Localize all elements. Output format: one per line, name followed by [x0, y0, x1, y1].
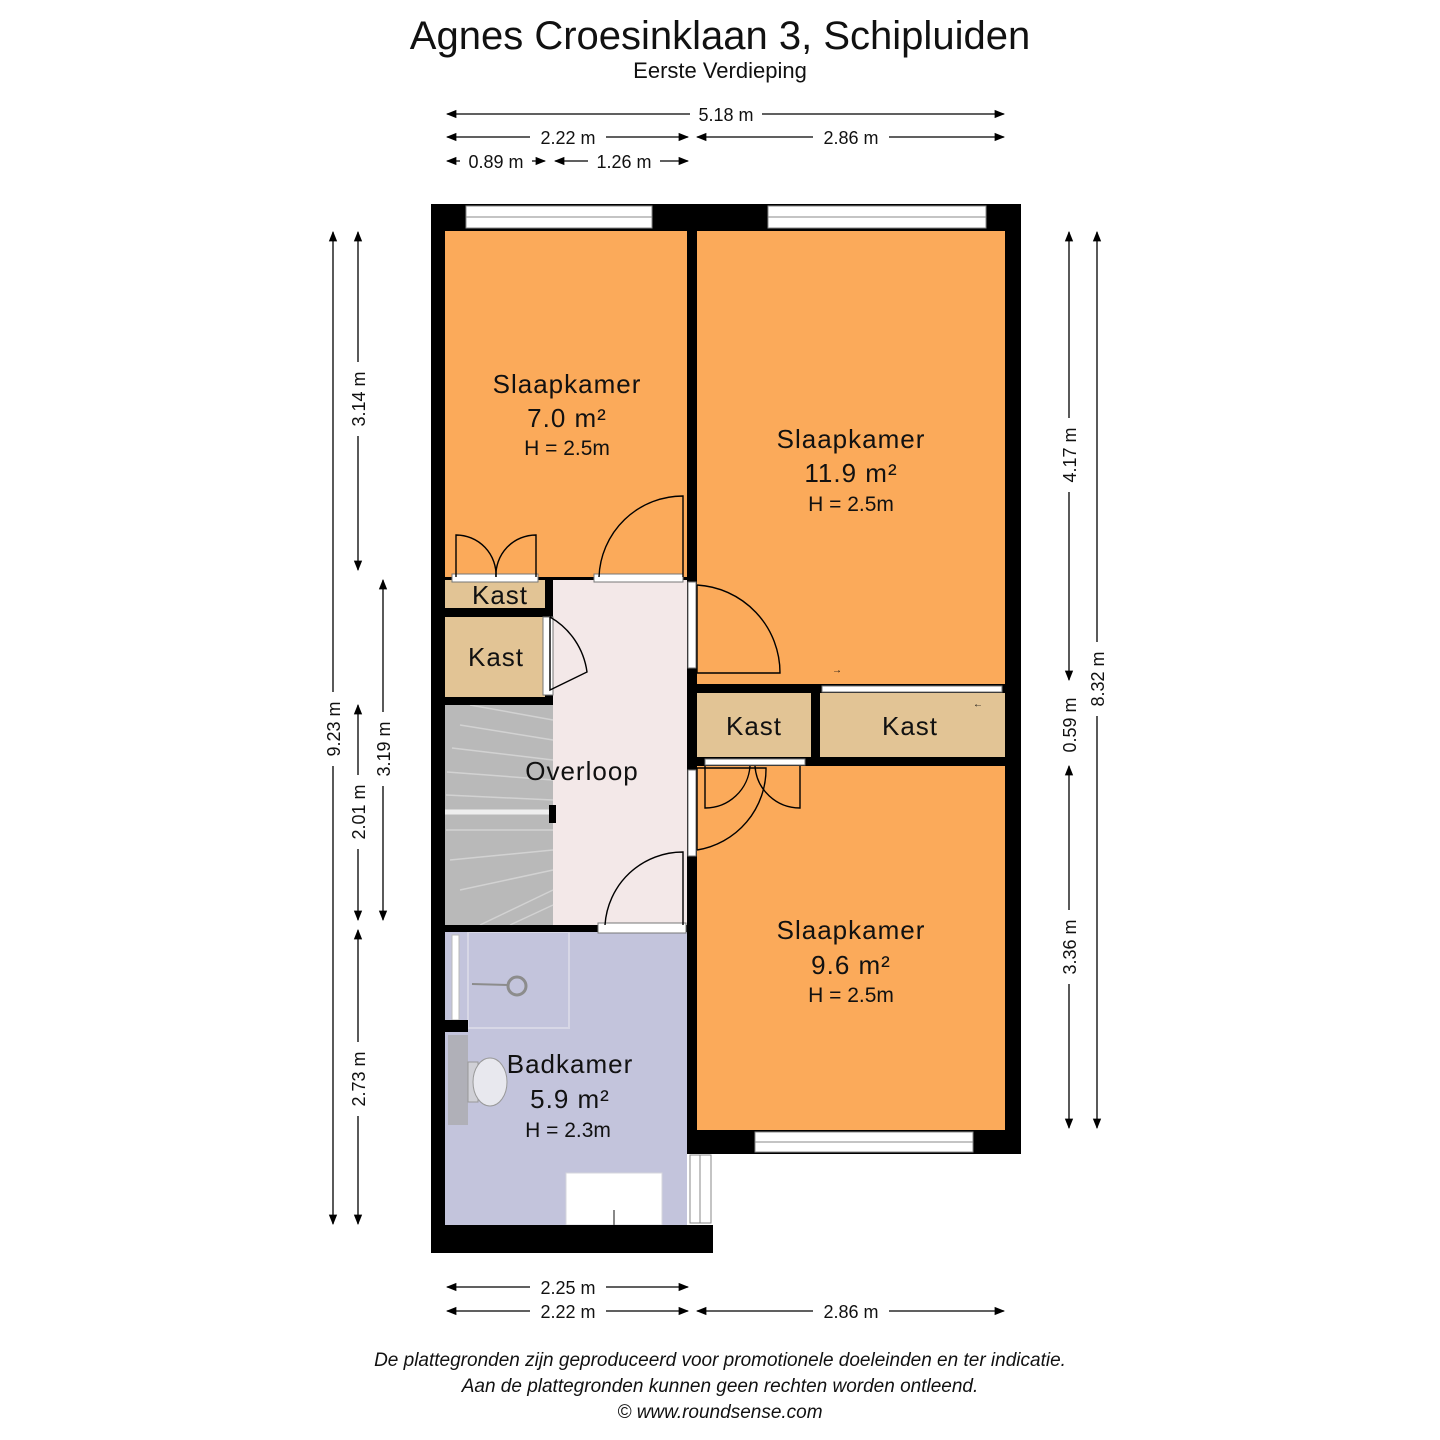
- dim-left-2: 3.19 m: [374, 721, 394, 777]
- dim-left-1: 3.14 m: [349, 371, 369, 427]
- room-label-overloop: Overloop: [525, 756, 639, 786]
- room-label-kast-4: Kast: [881, 711, 939, 741]
- room-height-slaapkamer-3: H = 2.5m: [808, 984, 894, 1007]
- room-label-badkamer: Badkamer: [506, 1049, 634, 1079]
- dim-left-total: 9.23 m: [324, 701, 344, 757]
- floor-subtitle: Eerste Verdieping: [633, 58, 807, 83]
- stair-post: [549, 805, 556, 823]
- dim-right-3: 3.36 m: [1060, 919, 1080, 975]
- dim-right-2: 0.59 m: [1060, 697, 1080, 753]
- plan-title: Agnes Croesinklaan 3, Schipluiden: [409, 14, 1031, 58]
- room-area-slaapkamer-2: 11.9 m²: [804, 458, 898, 488]
- sliding-arrow: ←: [973, 699, 983, 710]
- dim-bottom-1: 2.25 m: [540, 1278, 596, 1298]
- room-label-slaapkamer-2: Slaapkamer: [776, 424, 926, 454]
- dim-top-right: 2.86 m: [823, 128, 879, 148]
- dim-top-small-1: 0.89 m: [468, 152, 524, 172]
- disclaimer-line-2: Aan de plattegronden kunnen geen rechten worden ontleend.: [461, 1376, 979, 1397]
- room-label-kast-2: Kast: [467, 642, 525, 672]
- dim-top-left: 2.22 m: [540, 128, 596, 148]
- shower-screen: [452, 935, 459, 1020]
- sliding-arrow: →: [832, 665, 842, 676]
- dim-right-total: 8.32 m: [1088, 651, 1108, 707]
- room-height-slaapkamer-1: H = 2.5m: [524, 437, 610, 460]
- dim-bottom-3: 2.86 m: [823, 1302, 879, 1322]
- slaapkamer-3-fill: [697, 766, 1005, 1130]
- dim-top-small-2: 1.26 m: [596, 152, 652, 172]
- dim-right-1: 4.17 m: [1060, 427, 1080, 483]
- room-label-slaapkamer-3: Slaapkamer: [776, 915, 926, 945]
- dim-bottom-2: 2.22 m: [540, 1302, 596, 1322]
- dim-left-4: 2.73 m: [349, 1051, 369, 1107]
- dim-top-total: 5.18 m: [698, 105, 754, 125]
- room-area-badkamer: 5.9 m²: [530, 1084, 610, 1114]
- room-label-kast-3: Kast: [725, 711, 783, 741]
- dim-left-3: 2.01 m: [349, 784, 369, 840]
- room-area-slaapkamer-1: 7.0 m²: [527, 403, 607, 433]
- room-height-badkamer: H = 2.3m: [525, 1119, 611, 1142]
- disclaimer-line-1: De plattegronden zijn geproduceerd voor promotionele doeleinden en ter indicatie.: [374, 1350, 1066, 1371]
- room-height-slaapkamer-2: H = 2.5m: [808, 493, 894, 516]
- copyright-link[interactable]: © www.roundsense.com: [617, 1402, 823, 1423]
- room-area-slaapkamer-3: 9.6 m²: [811, 950, 891, 980]
- room-label-kast-1: Kast: [471, 580, 529, 610]
- room-label-slaapkamer-1: Slaapkamer: [492, 369, 642, 399]
- overloop-fill: [553, 580, 687, 925]
